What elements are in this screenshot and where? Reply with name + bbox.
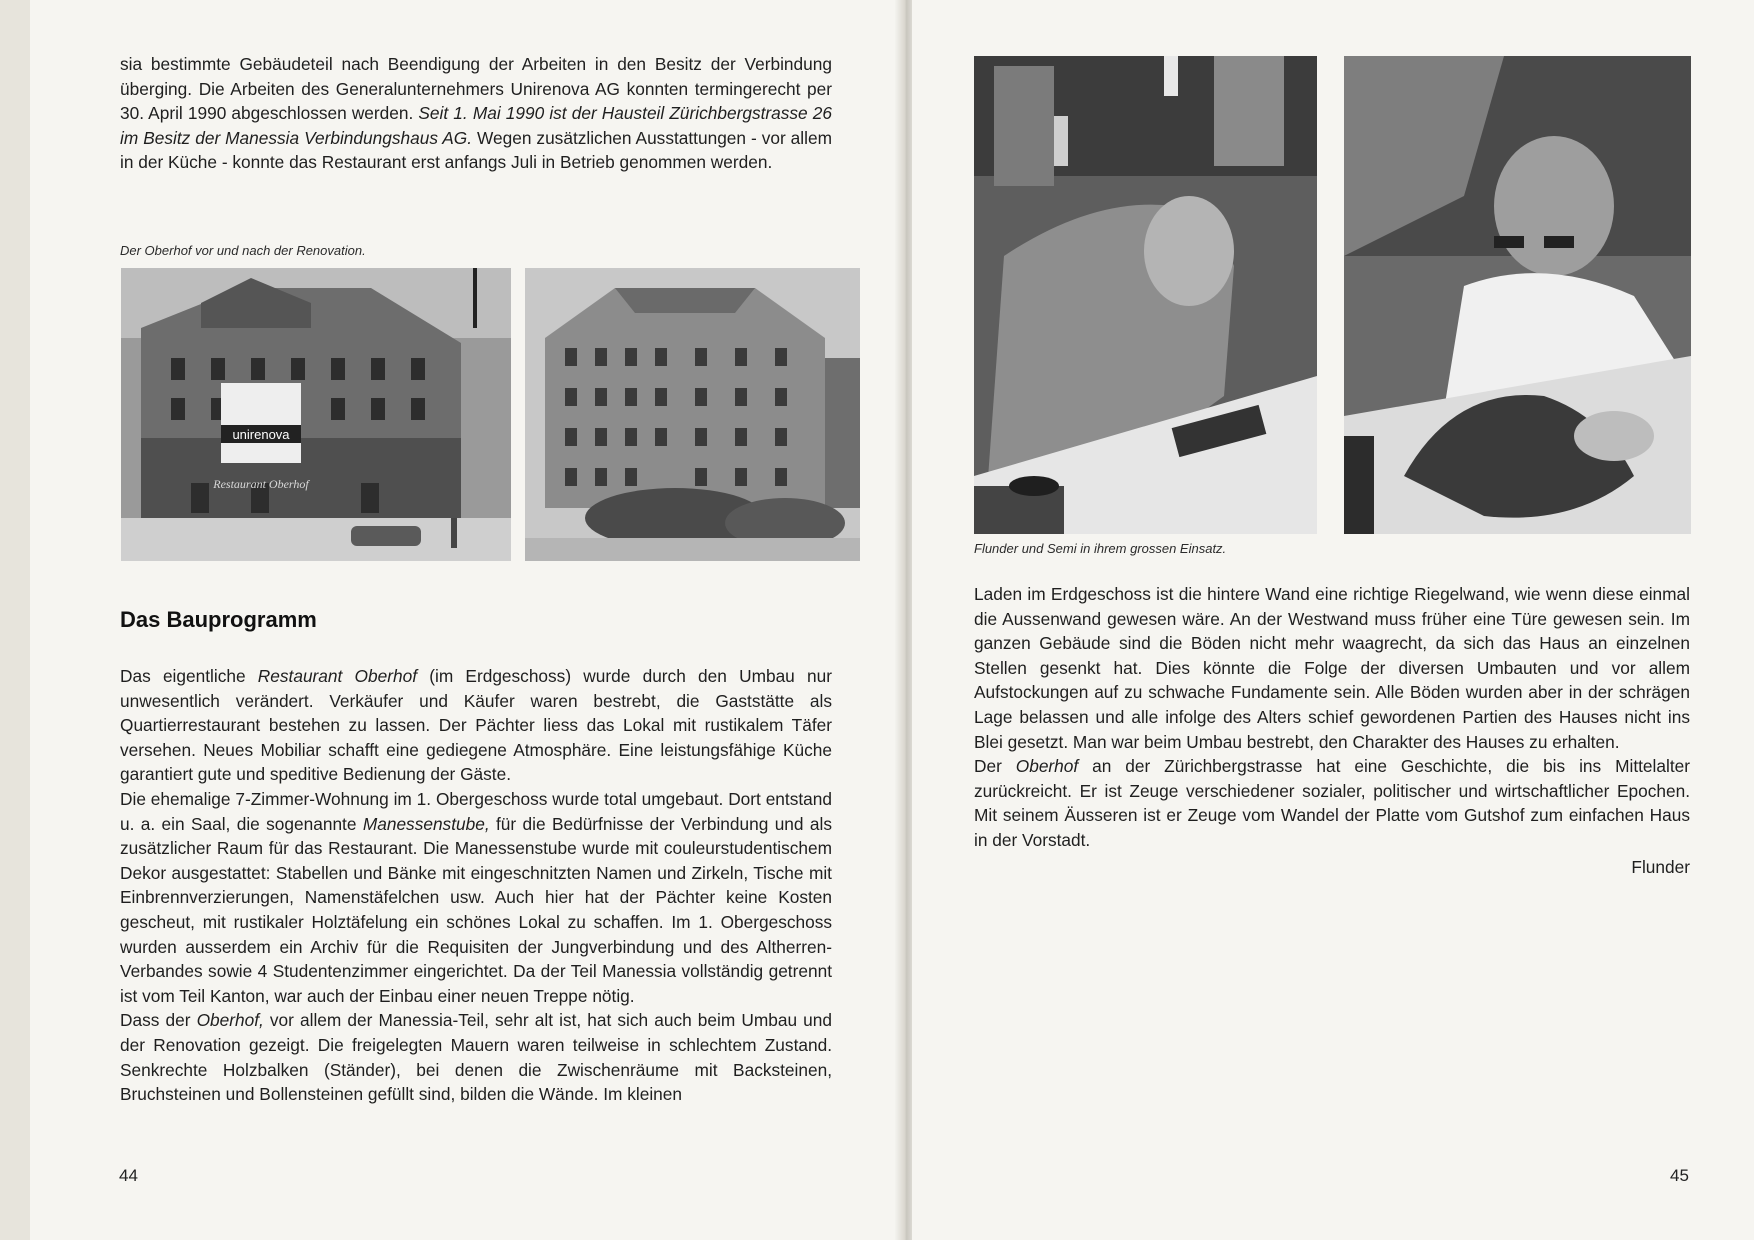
- paragraph-5: Der Oberhof an der Zürichbergstrasse hat eine Geschichte, die bis ins Mittelalter zurückreicht. Er ist Zeuge verschiedener sozialer, politischer und wirtschaftlicher Epochen. Mit seinem Äusseren ist er Zeuge vom Wandel der Platte vom Gutshof zum einfachen Haus in der Vorstadt.: [974, 756, 1690, 850]
- paragraph-1: Das eigentliche Restaurant Oberhof (im Erdgeschoss) wurde durch den Umbau nur unwesentlich verändert. Verkäufer und Käufer waren bestrebt, die Gaststätte als Quartierrestaurant bestehen zu lassen. Der Pächter liess das Lokal mit rustikalem Täfer versehen. Neues Mobiliar schafft eine gediegene Atmosphäre. Eine leistungsfähige Küche garantiert gute und speditive Bedienung der Gäste.: [120, 666, 832, 785]
- section-heading: Das Bauprogramm: [120, 607, 317, 632]
- restaurant-sign: Restaurant Oberhof: [213, 477, 309, 491]
- paragraph-3: Dass der Oberhof, vor allem der Manessia-Teil, sehr alt ist, hat sich auch beim Umbau und der Renovation gezeigt. Die freigelegten Mauern waren teilweise in schlechtem Zustand. Senkrechte Holzbalken (Ständer), bei denen die Zwischenräume mit Backsteinen, Bruchsteinen und Bollensteinen gefüllt sind, bilden die Wände. Im kleinen: [120, 1010, 833, 1105]
- left-page: [30, 0, 900, 1240]
- page-number-left: 44: [119, 1166, 138, 1185]
- paragraph-4: Laden im Erdgeschoss ist die hintere Wand eine richtige Riegelwand, wie wenn diese einmal die Aussenwand gewesen wäre. An der Westwand muss früher eine Türe gewesen sein. Im ganzen Gebäude sind die Böden nicht mehr waagrecht, da sich das Haus an einzelnen Stellen gesenkt hat. Dies könnte die Folge der diversen Umbauten und vor allem Aufstockungen auf zu schwache Fundamente sein. Alle Böden wurden aber in der schrägen Lage belassen und alle infolge des Alters schief gewordenen Partien des Hauses nicht ins Blei gesetzt. Man war beim Umbau bestrebt, den Charakter des Hauses zu erhalten.: [974, 584, 1690, 752]
- photo-semi: [1344, 56, 1691, 534]
- photo-flunder: [974, 56, 1317, 534]
- intro-text-b: Wegen zusätzlichen Ausstattungen - vor allem in der Küche - konnte das Restaurant erst anfangs Juli in Betrieb genommen werden.: [120, 127, 832, 173]
- paragraph-2: Die ehemalige 7-Zimmer-Wohnung im 1. Obergeschoss wurde total umgebaut. Dort entstand u. a. ein Saal, die sogenannte Manessenstube, für die Bedürfnisse der Verbindung und als zusätzlicher Raum für das Restaurant. Die Manessenstube wurde mit couleurstudentischem Dekor ausgestattet: Stabellen und Bänke mit eingeschnitzten Namen und Zirkeln, Tische mit Einbrennverzierungen, Namenstäfelchen usw. Auch hier hat der Pächter keine Kosten gescheut, mit rustikaler Holztäfelung ein schönes Lokal zu schaffen. Im 1. Obergeschoss wurden ausserdem ein Archiv für die Requisiten der Jungverbindung und des Altherren-Verbandes sowie 4 Studentenzimmer eingerichtet. Da der Teil Manessia vollständig getrennt ist vom Teil Kanton, war auch der Einbau einer neuen Treppe nötig.: [120, 788, 832, 1006]
- body-text-right: [974, 582, 1690, 879]
- author-signature: Flunder: [1631, 856, 1690, 877]
- right-page: [912, 0, 1754, 1240]
- intro-paragraph: [120, 52, 832, 175]
- photo-oberhof-after: [525, 268, 860, 561]
- photo-caption-right: Flunder und Semi in ihrem grossen Einsatz.: [974, 541, 1227, 556]
- unirenova-sign: unirenova: [232, 427, 290, 442]
- intro-text-a: sia bestimmte Gebäudeteil nach Beendigung der Arbeiten in den Besitz der Verbindung überging. Die Arbeiten des Generalunternehmers Unirenova AG konnten termingerecht per 30. April 1990 abgeschlossen werden.: [120, 54, 832, 124]
- photo-oberhof-before: [121, 268, 511, 561]
- photo-caption-left: Der Oberhof vor und nach der Renovation.: [120, 243, 366, 258]
- page-number-right: 45: [1670, 1166, 1689, 1185]
- body-text-left: [120, 664, 832, 1107]
- intro-text-italic: Seit 1. Mai 1990 ist der Hausteil Zürichbergstrasse 26 im Besitz der Manessia Verbindungshaus AG.: [120, 103, 832, 148]
